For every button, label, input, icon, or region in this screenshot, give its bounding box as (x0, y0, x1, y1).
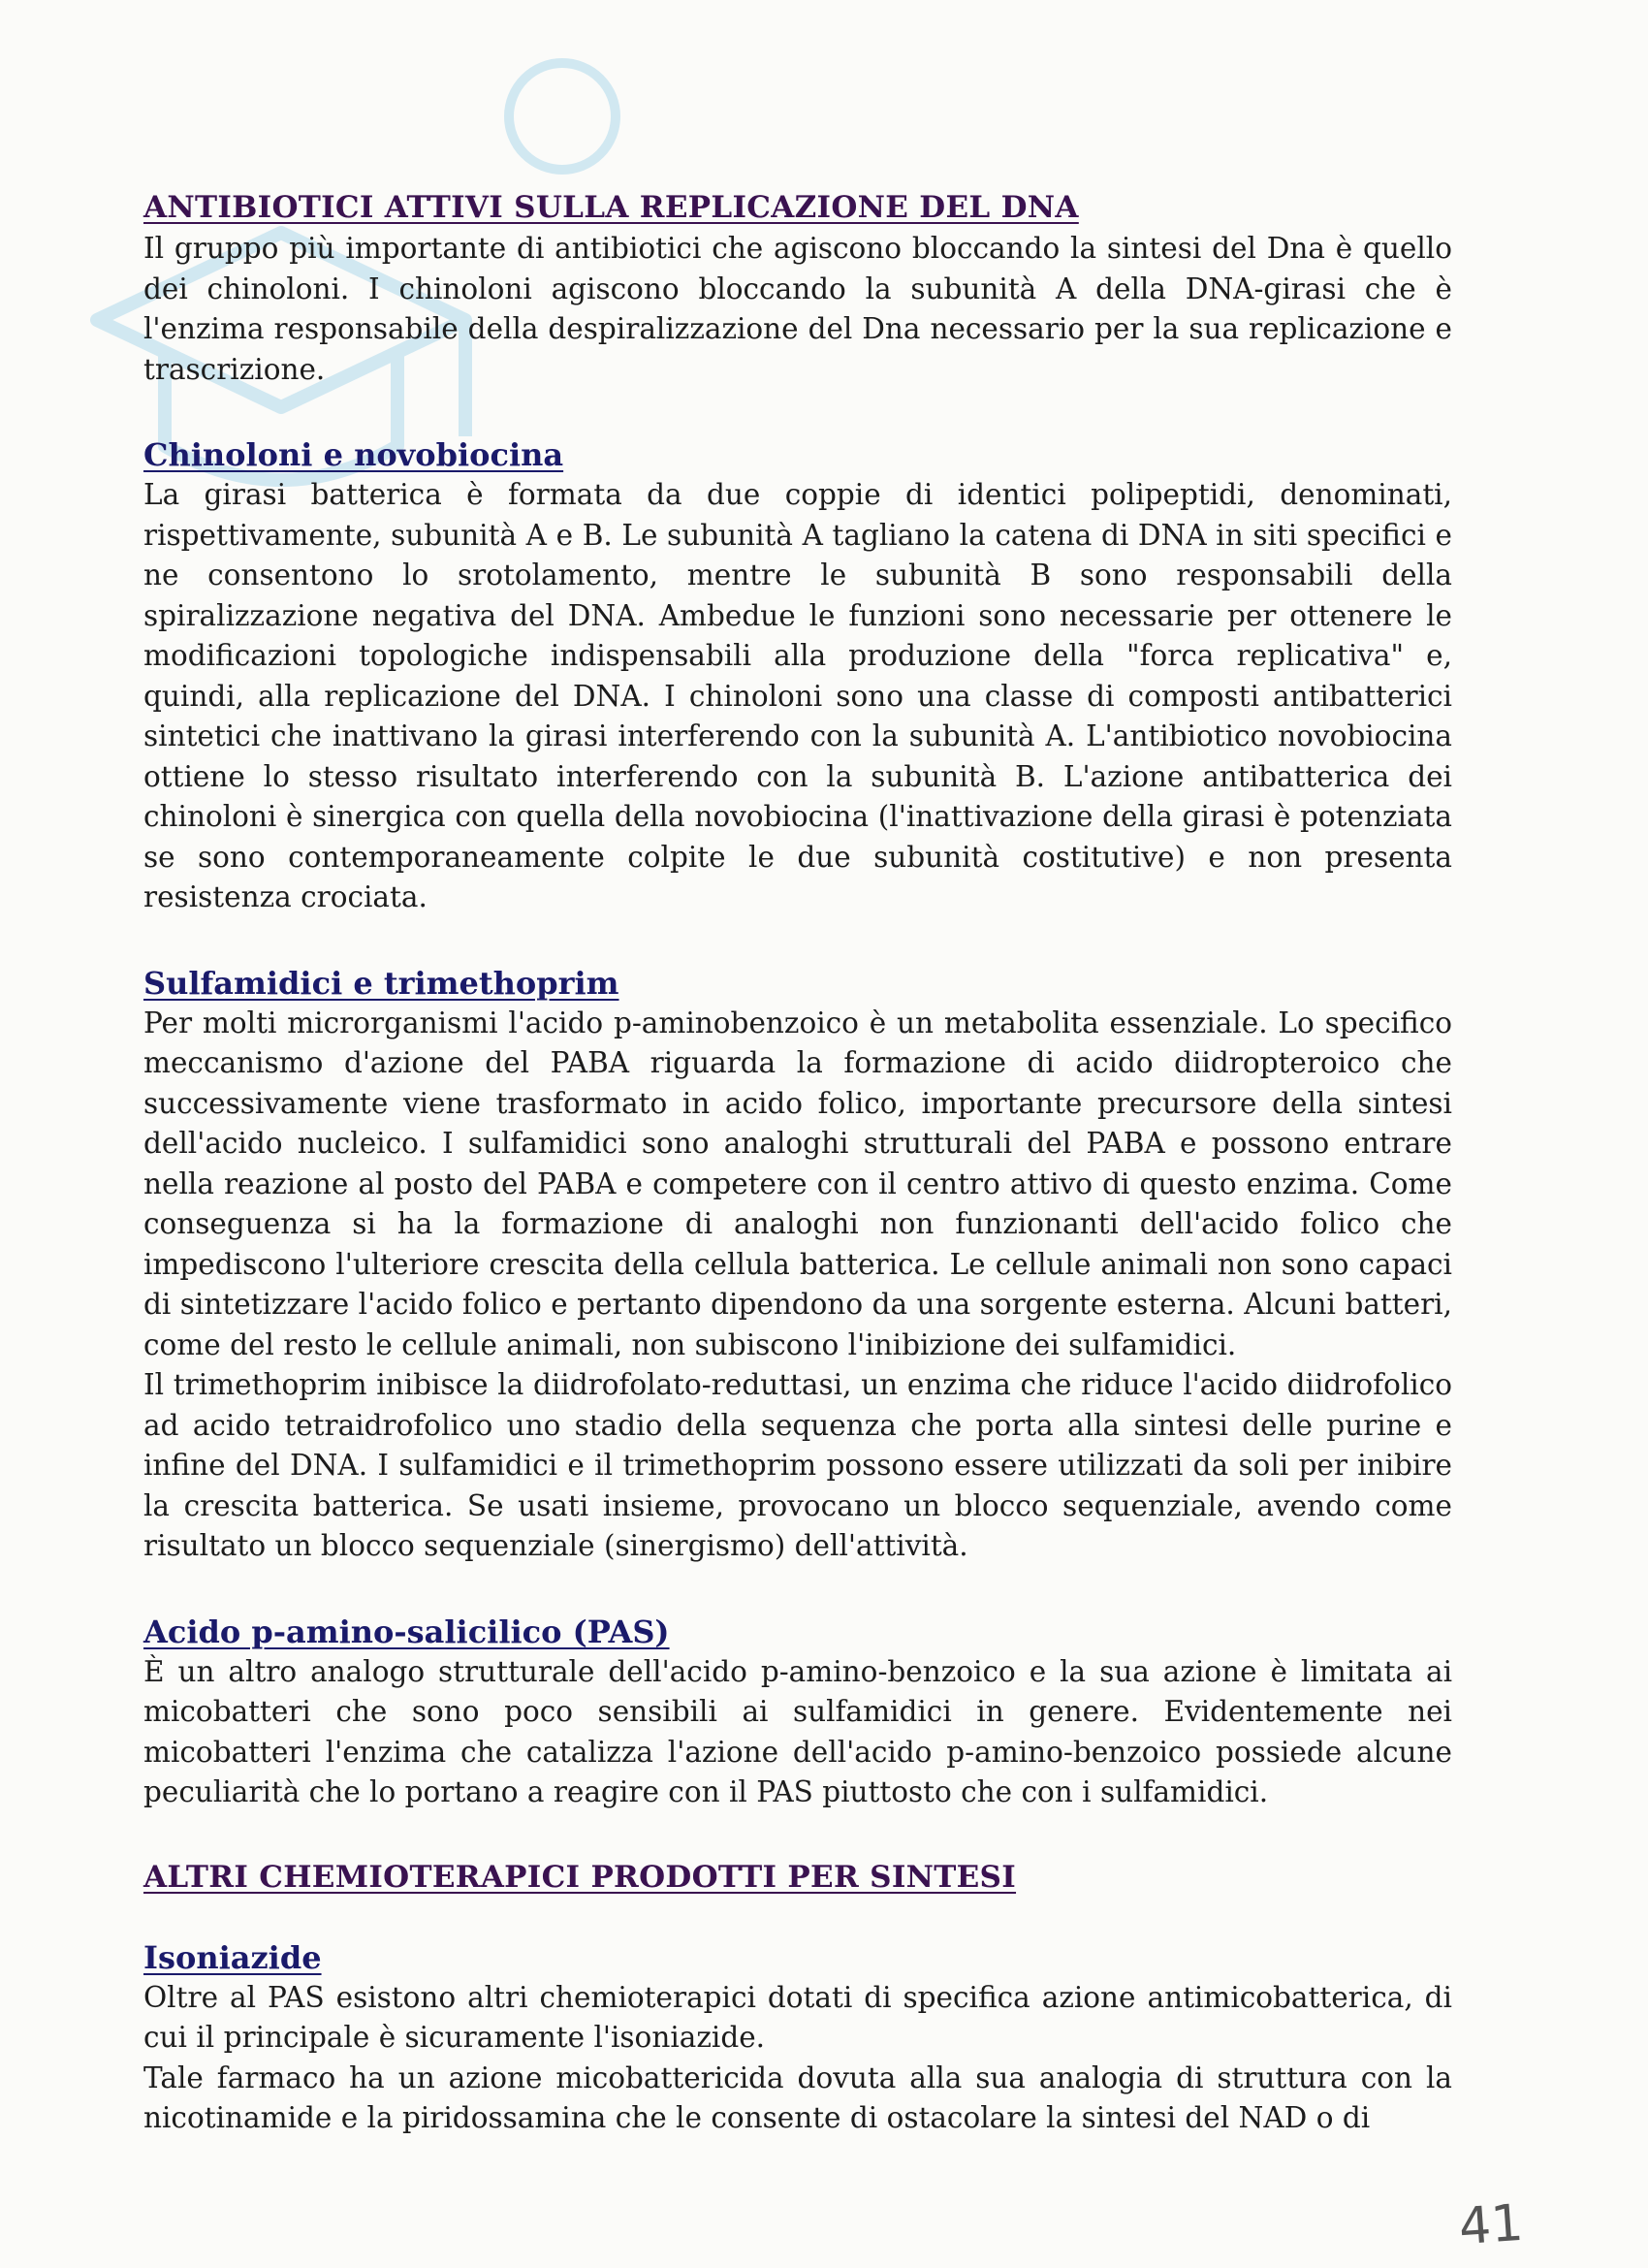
section-title-altri-chemioterapici: ALTRI CHEMIOTERAPICI PRODOTTI PER SINTESI (143, 1859, 1017, 1895)
paragraph-dna-replication: Il gruppo più importante di antibiotici che agiscono bloccando la sintesi del Dna è quello dei chinoloni. I chinoloni agiscono bloccando la subunità A della DNA-girasi che è l'enzima responsabile della despiralizzazione del Dna necessario per la sua replicazione e trascrizione. (143, 232, 1452, 386)
subsection-title-sulfamidici: Sulfamidici e trimethoprim (143, 964, 619, 1002)
page-number: 41 (1456, 2193, 1526, 2257)
subsection-title-pas: Acido p-amino-salicilico (PAS) (143, 1613, 670, 1650)
paragraph-chinoloni: La girasi batterica è formata da due coppie di identici polipeptidi, denominati, rispettivamente, subunità A e B. Le subunità A tagliano la catena di DNA in siti specifici e ne consentono lo srotolamento, mentre le subunità B sono responsabili della spiralizzazione negativa del DNA. Ambedue le funzioni sono necessarie per ottenere le modificazioni topologiche indispensabili alla produzione della "forca replicativa" e, quindi, alla replicazione del DNA. I chinoloni sono una classe di composti antibatterici sintetici che inattivano la girasi interferendo con la subunità A. L'antibiotico novobiocina ottiene lo stesso risultato interferendo con la subunità B. L'azione antibatterica dei chinoloni è sinergica con quella della novobiocina (l'inattivazione della girasi è potenziata se sono contemporaneamente colpite le due subunità costitutive) e non presenta resistenza crociata. (143, 478, 1452, 913)
subsection-title-isoniazide: Isoniazide (143, 1938, 322, 1976)
paragraph-sulfamidici-1: Per molti microrganismi l'acido p-aminobenzoico è un metabolita essenziale. Lo specifico meccanismo d'azione del PABA riguarda la formazione di acido diidropteroico che successivamente viene trasformato in acido folico, importante precursore della sintesi dell'acido nucleico. I sulfamidici sono analoghi strutturali del PABA e possono entrare nella reazione al posto del PABA e competere con il centro attivo di questo enzima. Come conseguenza si ha la formazione di analoghi non funzionanti dell'acido folico che impediscono l'ulteriore crescita della cellula batterica. Le cellule animali non sono capaci di sintetizzare l'acido folico e pertanto dipendono da una sorgente esterna. Alcuni batteri, come del resto le cellule animali, non subiscono l'inibizione dei sulfamidici. (143, 1006, 1452, 1361)
section-title-dna-replication: ANTIBIOTICI ATTIVI SULLA REPLICAZIONE DEL DNA (143, 190, 1079, 225)
subsection-title-chinoloni: Chinoloni e novobiocina (143, 436, 564, 473)
paragraph-isoniazide-1: Oltre al PAS esistono altri chemioterapici dotati di specifica azione antimicobatterica, di cui il principale è sicuramente l'isoniazide. (143, 1980, 1452, 2054)
paragraph-isoniazide-2: Tale farmaco ha un azione micobattericida dovuta alla sua analogia di struttura con la nicotinamide e la piridossamina che le consente di ostacolare la sintesi del NAD o di (143, 2060, 1452, 2134)
paragraph-sulfamidici-2: Il trimethoprim inibisce la diidrofolato-reduttasi, un enzima che riduce l'acido diidrofolico ad acido tetraidrofolico uno stadio della sequenza che porta alla sintesi delle purine e infine del DNA. I sulfamidici e il trimethoprim possono essere utilizzati da soli per inibire la crescita batterica. Se usati insieme, provocano un blocco sequenziale, avendo come risultato un blocco sequenziale (sinergismo) dell'attività. (143, 1368, 1452, 1562)
paragraph-pas: È un altro analogo strutturale dell'acido p-amino-benzoico e la sua azione è limitata ai micobatteri che sono poco sensibili ai sulfamidici in genere. Evidentemente nei micobatteri l'enzima che catalizza l'azione dell'acido p-amino-benzoico possiede alcune peculiarità che lo portano a reagire con il PAS piuttosto che con i sulfamidici. (143, 1654, 1452, 1808)
document-page (143, 190, 1452, 2139)
